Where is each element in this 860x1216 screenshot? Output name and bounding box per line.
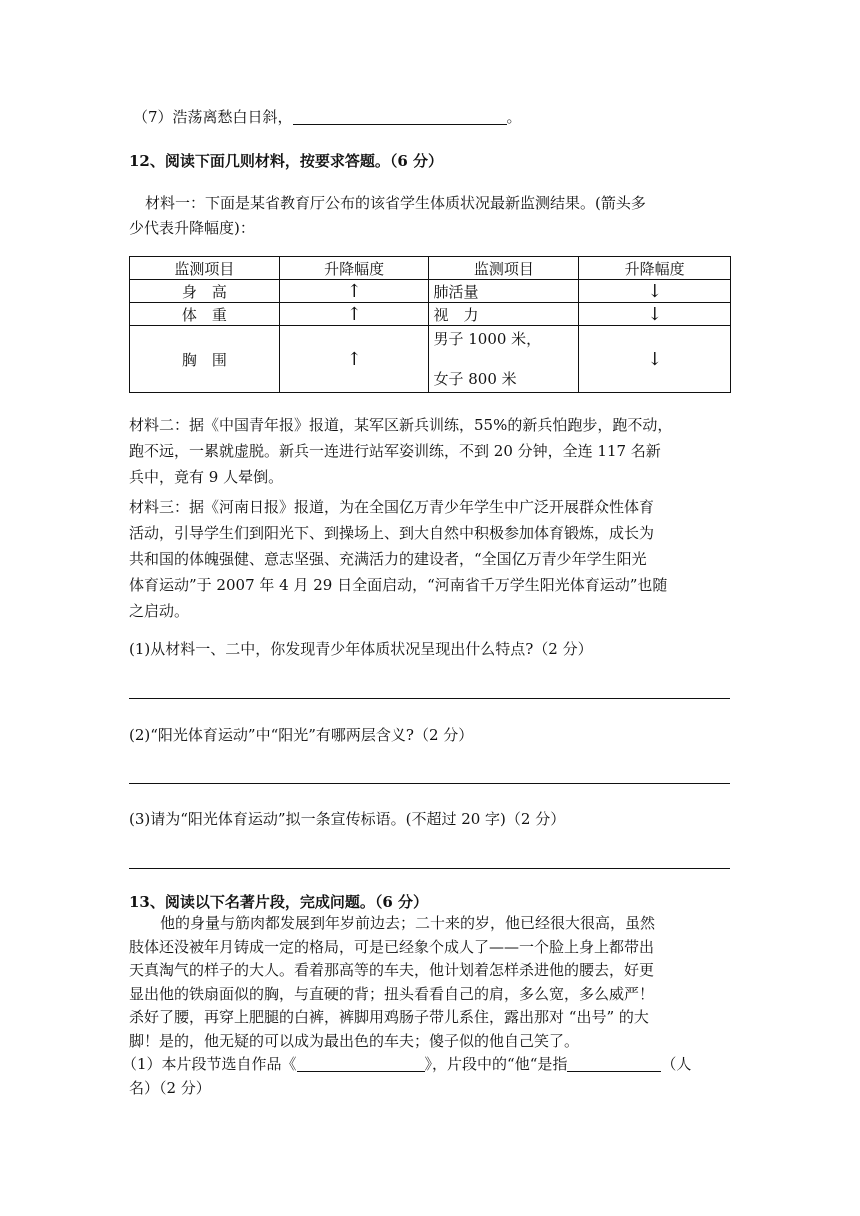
- table-cell-item: 视 力: [429, 303, 579, 326]
- q13-sub1-text-a: （1）本片段节选自作品《: [122, 1055, 297, 1073]
- table-header-cell: 升降幅度: [579, 257, 731, 280]
- paragraph-line: 显出他的铁扇面似的胸，与直硬的背；扭头看看自己的肩，多么宽，多么威严！: [129, 984, 655, 1003]
- arrow-down-icon: ↓: [579, 280, 731, 303]
- q13-sub1-line2: 名）（2 分）: [129, 1079, 211, 1097]
- table-cell-item: [429, 326, 579, 393]
- table-cell-item: 肺活量: [429, 280, 579, 303]
- monitoring-table: [129, 256, 731, 393]
- table-row: [130, 303, 731, 326]
- paragraph-line: 之启动。: [129, 602, 190, 620]
- paragraph-line: 脚！是的，他无疑的可以成为最出色的车夫；傻子似的他自己笑了。: [129, 1031, 580, 1050]
- q7-line: [133, 106, 522, 127]
- table-header-row: [130, 257, 731, 280]
- paragraph-line: 天真淘气的样子的大人。看着那高等的车夫，他计划着怎样杀进他的腰去，好更: [129, 961, 655, 979]
- table-cell-line: 男子 1000 米，: [433, 330, 542, 348]
- q12-sub1: (1)从材料一、二中，你发现青少年体质状况呈现出什么特点?（2 分）: [129, 640, 593, 658]
- q12-sub2: (2)“阳光体育运动”中“阳光”有哪两层含义?（2 分）: [129, 726, 474, 744]
- paragraph-line: 活动，引导学生们到阳光下、到操场上、到大自然中积极参加体育锻炼，成长为: [129, 524, 655, 542]
- q12-material3: [129, 494, 731, 624]
- q12-heading: 12、阅读下面几则材料，按要求答题。（6 分）: [129, 152, 444, 170]
- paragraph-line: 跑不远，一累就虚脱。新兵一连进行站军姿训练，不到 20 分钟，全连 117 名新: [129, 442, 661, 460]
- table-header-cell: 监测项目: [130, 257, 280, 280]
- q12-sub3-answer-line[interactable]: [129, 868, 730, 869]
- table-cell-line: 女子 800 米: [433, 370, 517, 388]
- q7-end: 。: [506, 108, 522, 126]
- q7-answer-blank[interactable]: [293, 108, 507, 125]
- paragraph-line: 材料二：据《中国青年报》报道，某军区新兵训练，55%的新兵怕跑步，跑不动，: [129, 416, 673, 434]
- q12-sub3: (3)请为“阳光体育运动”拟一条宣传标语。(不超过 20 字)（2 分）: [129, 810, 566, 828]
- work-title-blank[interactable]: [297, 1055, 425, 1072]
- q12-material1-line2: 少代表升降幅度)：: [129, 219, 255, 237]
- paragraph-line: 材料三：据《河南日报》报道，为在全国亿万青少年学生中广泛开展群众性体育: [129, 498, 655, 516]
- q12-material2: [129, 412, 731, 490]
- q13-sub1-text-c: （人: [661, 1055, 692, 1073]
- table-header-cell: 监测项目: [429, 257, 579, 280]
- table-cell-item: 体 重: [130, 303, 280, 326]
- paragraph-line: 兵中，竟有 9 人晕倒。: [129, 468, 284, 486]
- arrow-down-icon: ↓: [579, 326, 731, 393]
- paragraph-line: 肢体还没被年月铸成一定的格局，可是已经象个成人了——一个脸上身上都带出: [129, 937, 655, 956]
- q13-passage: [129, 912, 731, 1053]
- q12-sub2-answer-line[interactable]: [129, 783, 730, 784]
- arrow-down-icon: ↓: [579, 303, 731, 326]
- q7-text: （7）浩荡离愁白日斜，: [133, 108, 293, 126]
- paragraph-line: 共和国的体魄强健、意志坚强、充满活力的建设者，“全国亿万青少年学生阳光: [129, 550, 647, 568]
- q12-sub1-answer-line[interactable]: [129, 698, 730, 699]
- q13-sub1-text-b: 》，片段中的“他“是指: [424, 1055, 568, 1073]
- paragraph-line: 体育运动”于 2007 年 4 月 29 日全面启动，“河南省千万学生阳光体育运动”也随: [129, 576, 668, 594]
- arrow-up-icon: ↑: [279, 303, 429, 326]
- table-row: [130, 326, 731, 393]
- q12-material1-line1: 材料一：下面是某省教育厅公布的该省学生体质状况最新监测结果。(箭头多: [145, 194, 646, 212]
- person-name-blank[interactable]: [567, 1055, 661, 1072]
- arrow-up-icon: ↑: [279, 326, 429, 393]
- q13-sub1-line1: [122, 1053, 691, 1074]
- paragraph-line: 他的身量与筋肉都发展到年岁前边去；二十来的岁，他已经很大很高，虽然: [160, 914, 656, 932]
- arrow-up-icon: ↑: [279, 280, 429, 303]
- table-cell-item: 身 高: [130, 280, 280, 303]
- table-row: [130, 280, 731, 303]
- table-cell-item: 胸 围: [130, 326, 280, 393]
- q13-heading: 13、阅读以下名著片段，完成问题。（6 分）: [129, 893, 429, 911]
- paragraph-line: 杀好了腰，再穿上肥腿的白裤，裤脚用鸡肠子带儿系住，露出那对 “出号” 的大: [129, 1008, 649, 1026]
- table-header-cell: 升降幅度: [279, 257, 429, 280]
